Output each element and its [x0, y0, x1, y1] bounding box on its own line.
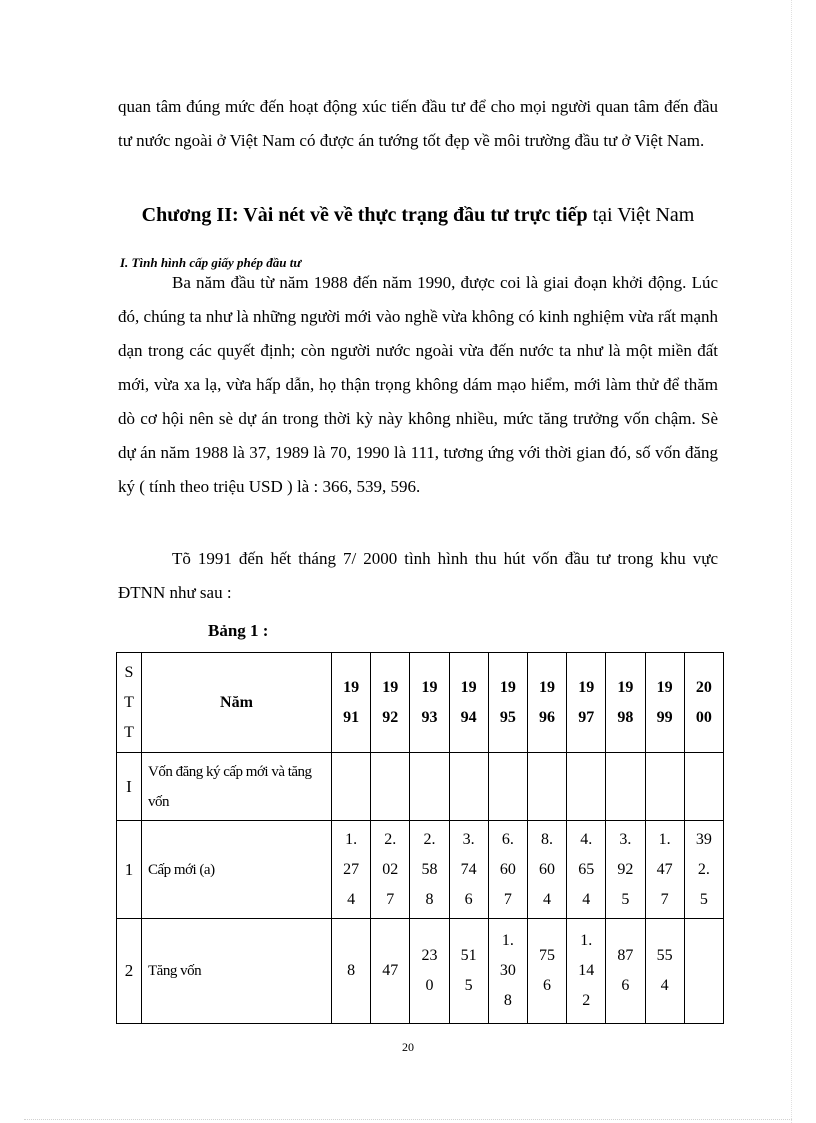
value-cell — [449, 821, 488, 919]
year-header-cell — [567, 653, 606, 753]
section-title: I. Tình hình cấp giấy phép đầu tư — [120, 255, 302, 270]
paragraph-table-intro — [118, 542, 718, 610]
cell-line: 19 — [421, 678, 438, 696]
table-caption: Bảng 1 : — [208, 621, 269, 640]
cell-line: 4 — [660, 977, 669, 994]
stt-cell: 1 — [117, 821, 142, 919]
value-cell — [527, 753, 566, 821]
cell-line: 55 — [656, 947, 673, 964]
cell-line: 14 — [578, 962, 595, 979]
cell-line: 47 — [382, 962, 399, 979]
cell-line: S — [124, 663, 134, 681]
page-number: 20 — [402, 1040, 414, 1054]
cell-line: 19 — [539, 678, 556, 696]
table-header-row — [117, 653, 724, 753]
value-cell — [371, 919, 410, 1024]
cell-line: 19 — [382, 678, 399, 696]
cell-line: 1. — [345, 830, 358, 848]
table-row — [117, 821, 724, 919]
year-label-cell: Năm — [142, 653, 332, 753]
year-header-cell — [684, 653, 723, 753]
chapter-title-rest: tại Việt Nam — [587, 204, 695, 226]
cell-line: 65 — [578, 860, 595, 878]
cell-line: 87 — [617, 947, 634, 964]
cell-line: 58 — [421, 860, 438, 878]
cell-line: 5 — [621, 890, 630, 908]
year-header-cell — [410, 653, 449, 753]
cell-line: 91 — [343, 708, 360, 726]
paragraph-text: Tõ 1991 đến hết tháng 7/ 2000 tình hình thu hút vốn đầu tư trong khu vực ĐTNN như sau : — [118, 549, 718, 602]
cell-line: 5 — [464, 977, 473, 994]
cell-line: 75 — [539, 947, 556, 964]
cell-line: 97 — [578, 708, 595, 726]
fdi-table — [116, 652, 724, 1024]
value-cell — [527, 821, 566, 919]
value-cell — [410, 821, 449, 919]
cell-line: 60 — [539, 860, 556, 878]
year-header-cell — [371, 653, 410, 753]
cell-line: 93 — [421, 708, 438, 726]
cell-line: 2 — [582, 992, 591, 1009]
cell-line: 6. — [501, 830, 514, 848]
cell-line: 96 — [539, 708, 556, 726]
value-cell — [332, 919, 371, 1024]
cell-line: 2. — [423, 830, 436, 848]
value-cell — [410, 753, 449, 821]
paragraph-text: Ba năm đầu từ năm 1988 đến năm 1990, được coi là giai đoạn khởi động. Lúc đó, chúng ta như là những người mới vào nghề vừa không có kinh nghiệm vừa rất mạnh dạn trong các quyết định; còn người nước ngoài vừa đến nước ta như là một miền đất mới, vừa xa lạ, vừa hấp dẫn, họ thận trọng không dám mạo hiểm, mới làm thử để thăm dò cơ hội nên sè dự án trong thời kỳ này không nhiều, mức tăng trưởng vốn chậm. Sè dự án năm 1988 là 37, 1989 là 70, 1990 là 111, tương ứng với thời gian đó, số vốn đăng ký ( tính theo triệu USD ) là : 366, 539, 596. — [118, 273, 718, 496]
cell-line: 47 — [656, 860, 673, 878]
cell-line: 1. — [580, 932, 593, 949]
cell-line: 92 — [617, 860, 634, 878]
cell-line: 20 — [695, 678, 712, 696]
cell-line: 8 — [425, 890, 434, 908]
cell-line: T — [124, 723, 134, 741]
cell-line: 5 — [699, 890, 708, 908]
row-label-cell: Vốn đăng ký cấp mới và tăng vốn — [142, 753, 332, 821]
value-cell — [606, 821, 645, 919]
cell-line: 8. — [541, 830, 554, 848]
cell-line: 7 — [386, 890, 395, 908]
cell-line: 98 — [617, 708, 634, 726]
stt-cell: 2 — [117, 919, 142, 1024]
cell-line: 3. — [462, 830, 475, 848]
paragraph-text: quan tâm đúng mức đến hoạt động xúc tiến đầu tư để cho mọi người quan tâm đến đầu tư nước ngoài ở Việt Nam có được án tướng tốt đẹp về môi trường đầu tư ở Việt Nam. — [118, 97, 718, 150]
cell-line: 7 — [503, 890, 512, 908]
value-cell — [527, 919, 566, 1024]
cell-line: 4 — [347, 890, 356, 908]
year-header-cell — [332, 653, 371, 753]
cell-line: 19 — [578, 678, 595, 696]
table-row — [117, 919, 724, 1024]
cell-line: 19 — [499, 678, 516, 696]
cell-line: 39 — [695, 830, 712, 848]
cell-line: 6 — [464, 890, 473, 908]
paragraph-history — [118, 266, 718, 504]
value-cell — [567, 821, 606, 919]
cell-line: 19 — [656, 678, 673, 696]
paragraph-intro — [118, 90, 718, 158]
value-cell — [684, 753, 723, 821]
value-cell — [410, 919, 449, 1024]
cell-line: 30 — [499, 962, 516, 979]
value-cell — [645, 753, 684, 821]
value-cell — [684, 821, 723, 919]
cell-line: 60 — [499, 860, 516, 878]
year-header-cell — [449, 653, 488, 753]
value-cell — [567, 919, 606, 1024]
value-cell — [606, 919, 645, 1024]
value-cell — [488, 821, 527, 919]
year-header-cell — [645, 653, 684, 753]
cell-line: 74 — [460, 860, 477, 878]
value-cell — [645, 821, 684, 919]
value-cell — [567, 753, 606, 821]
cell-line: 0 — [425, 977, 434, 994]
row-label-cell: Tăng vốn — [142, 919, 332, 1024]
cell-line: 1. — [501, 932, 514, 949]
value-cell — [371, 753, 410, 821]
cell-line: 1. — [658, 830, 671, 848]
cell-line: 00 — [695, 708, 712, 726]
value-cell — [488, 753, 527, 821]
cell-line: 19 — [343, 678, 360, 696]
cell-line: 51 — [460, 947, 477, 964]
value-cell — [332, 821, 371, 919]
cell-line: 7 — [660, 890, 669, 908]
value-cell — [371, 821, 410, 919]
value-cell — [449, 919, 488, 1024]
value-cell — [606, 753, 645, 821]
cell-line: 3. — [619, 830, 632, 848]
page-right-divider — [791, 0, 792, 1123]
cell-line: 4 — [582, 890, 591, 908]
year-header-cell — [527, 653, 566, 753]
cell-line: T — [124, 693, 134, 711]
value-cell — [488, 919, 527, 1024]
page-bottom-divider — [24, 1119, 792, 1120]
stt-cell: I — [117, 753, 142, 821]
year-header-cell — [488, 653, 527, 753]
cell-line: 6 — [621, 977, 630, 994]
cell-line: 02 — [382, 860, 399, 878]
cell-line: 94 — [460, 708, 477, 726]
cell-line: 8 — [347, 962, 356, 979]
cell-line: 92 — [382, 708, 399, 726]
cell-line: 2. — [384, 830, 397, 848]
cell-line: 2. — [697, 860, 710, 878]
cell-line: 27 — [343, 860, 360, 878]
cell-line: 6 — [543, 977, 552, 994]
stt-header-cell — [117, 653, 142, 753]
cell-line: 95 — [499, 708, 516, 726]
row-label-cell: Cấp mới (a) — [142, 821, 332, 919]
value-cell — [645, 919, 684, 1024]
cell-line: 4. — [580, 830, 593, 848]
cell-line: 19 — [617, 678, 634, 696]
cell-line: 4 — [543, 890, 552, 908]
cell-line: 8 — [503, 992, 512, 1009]
value-cell — [449, 753, 488, 821]
cell-line: 19 — [460, 678, 477, 696]
table-row — [117, 753, 724, 821]
value-cell — [684, 919, 723, 1024]
chapter-title-bold: Chương II: Vài nét về về thực trạng đầu tư trực tiếp — [141, 204, 588, 226]
cell-line: 23 — [421, 947, 438, 964]
year-header-cell — [606, 653, 645, 753]
value-cell — [332, 753, 371, 821]
chapter-title — [118, 202, 718, 228]
cell-line: 99 — [656, 708, 673, 726]
